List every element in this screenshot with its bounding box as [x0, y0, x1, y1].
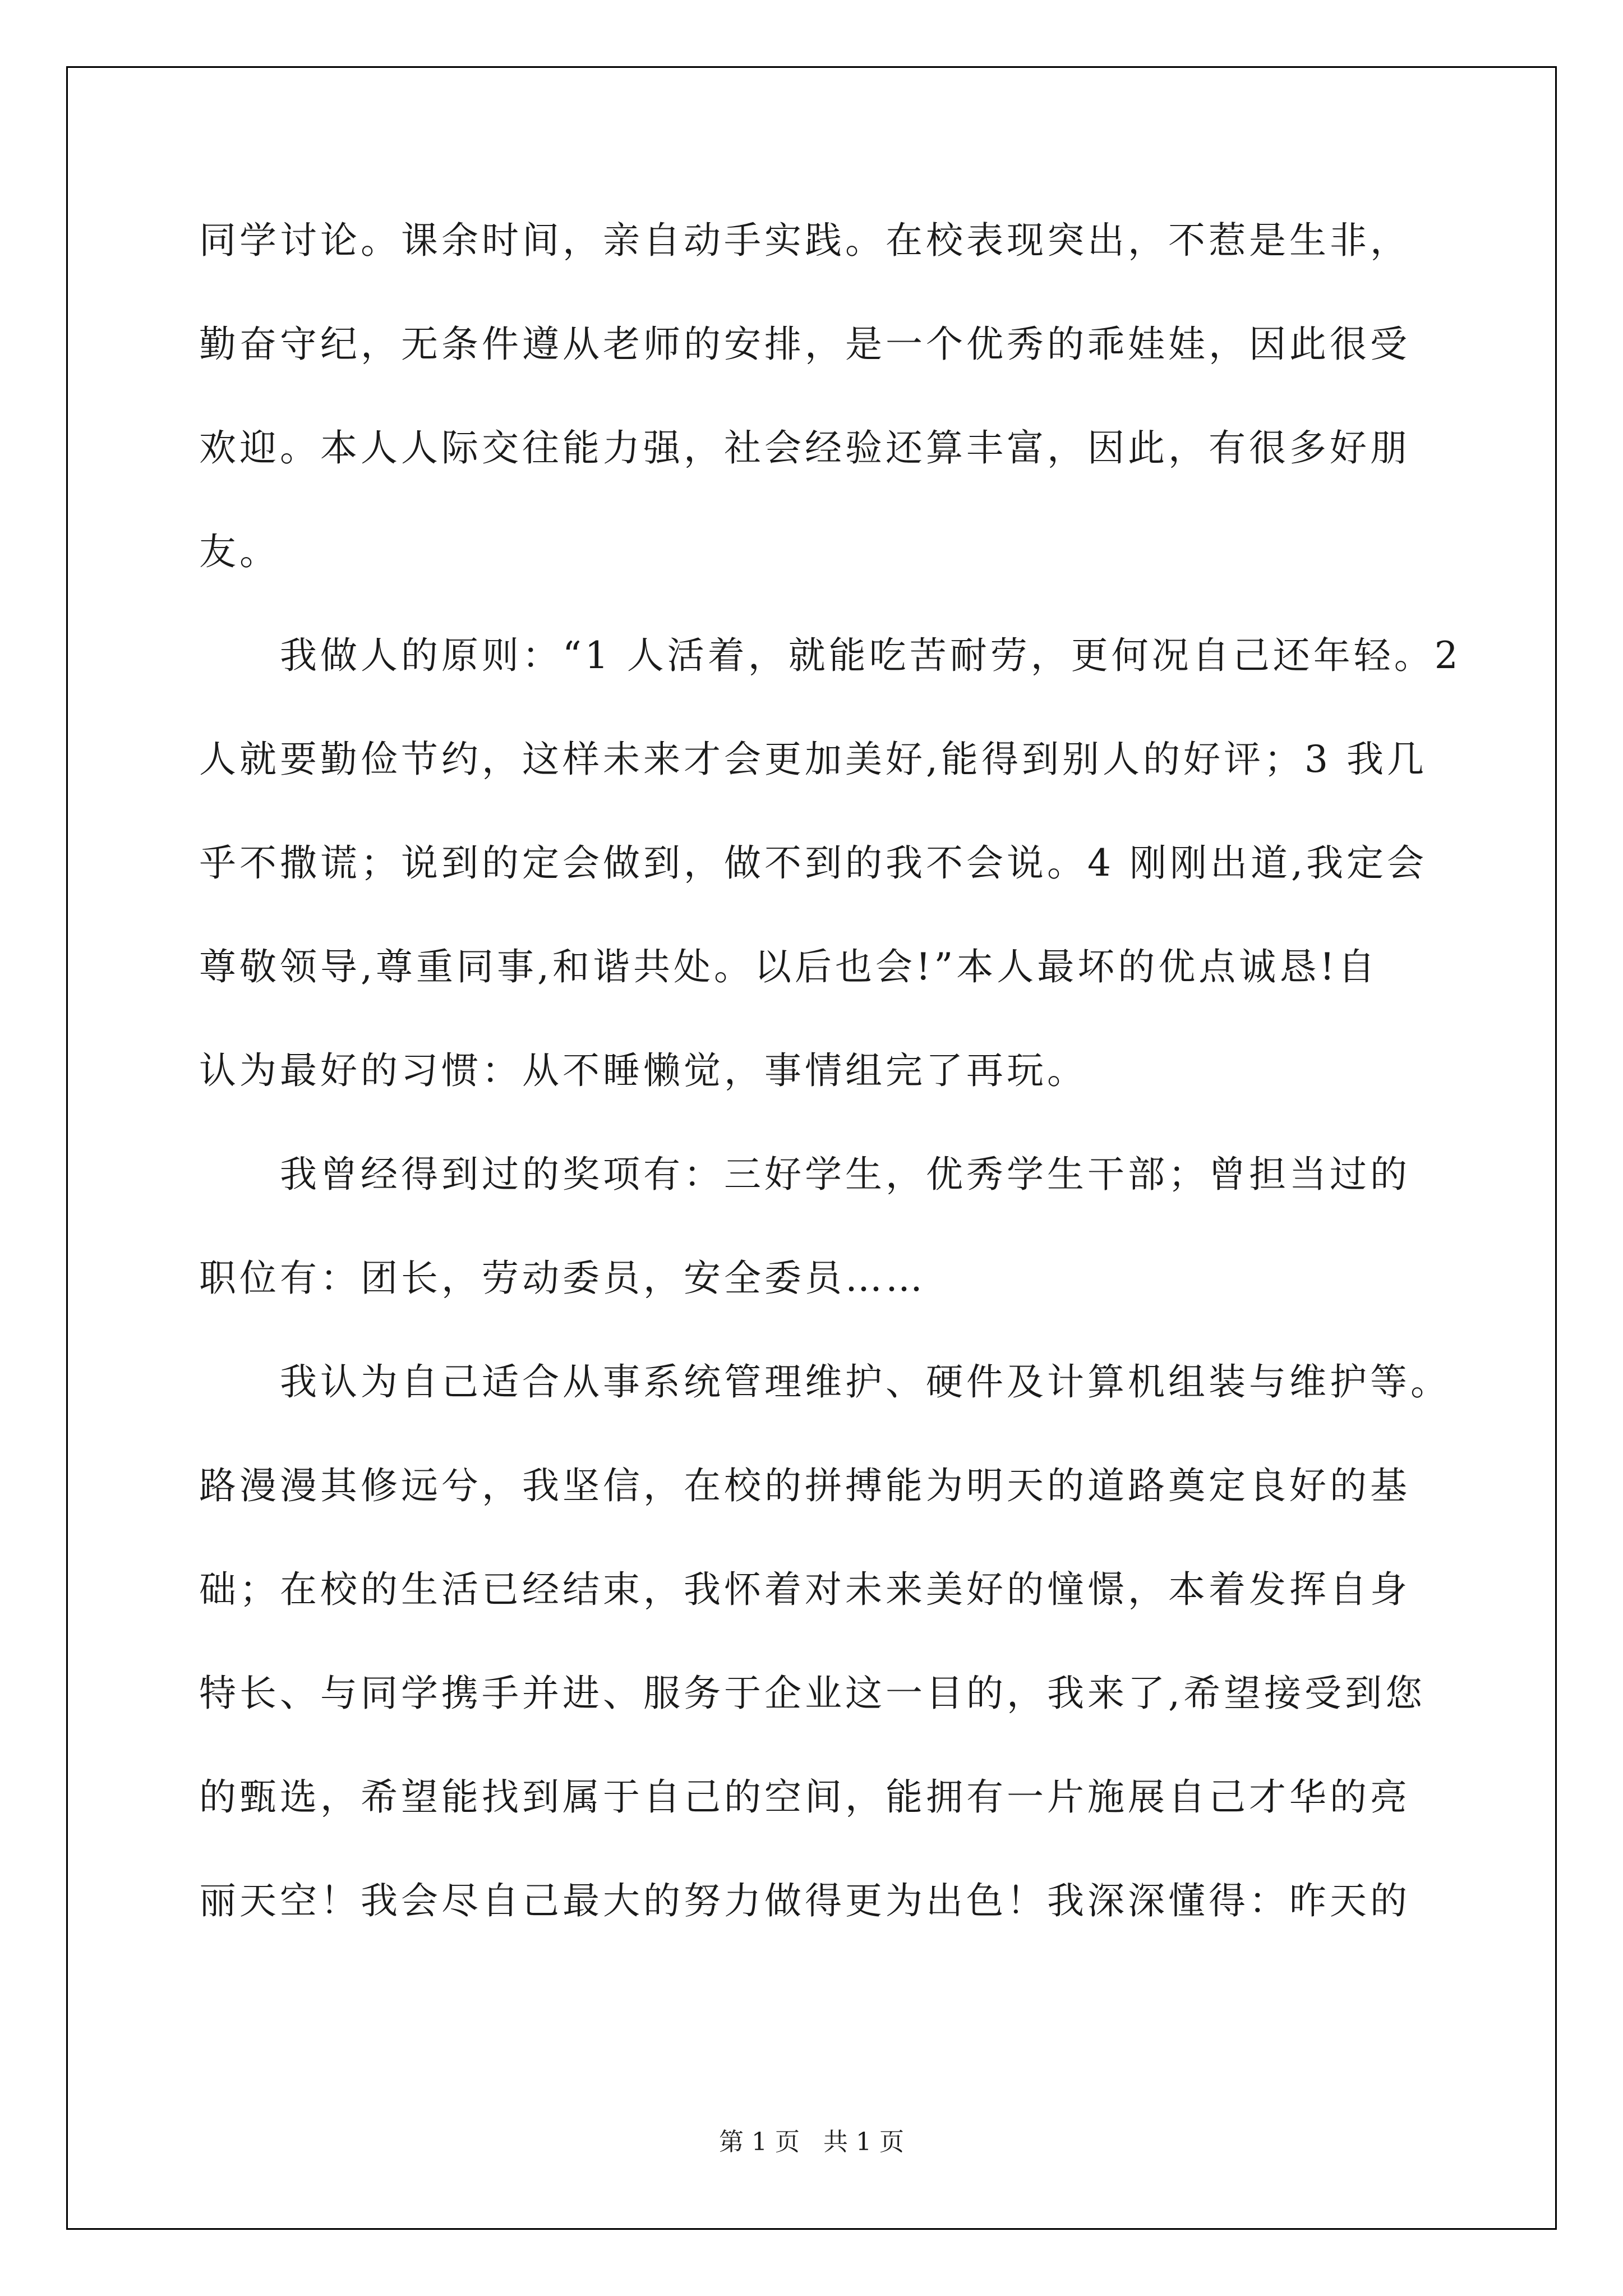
text-line: 特长、与同学携手并进、服务于企业这一目的，我来了,希望接受到您 — [199, 1672, 1426, 1715]
text-line: 我做人的原则：“1 人活着，就能吃苦耐劳，更何况自己还年轻。2 — [280, 634, 1461, 677]
text-line: 础；在校的生活已经结束，我怀着对未来美好的憧憬，本着发挥自身 — [199, 1568, 1410, 1611]
text-line: 人就要勤俭节约，这样未来才会更加美好,能得到别人的好评；3 我几 — [199, 738, 1427, 781]
text-line: 丽天空！我会尽自己最大的努力做得更为出色！我深深懂得：昨天的 — [199, 1879, 1410, 1922]
page-footer — [0, 2122, 1623, 2157]
text-line: 尊敬领导,尊重同事,和谐共处。以后也会!”本人最坏的优点诚恳!自 — [199, 945, 1378, 988]
document-body — [199, 188, 1461, 1953]
text-line: 认为最好的习惯：从不睡懒觉，事情组完了再玩。 — [199, 1049, 1087, 1092]
text-line: 勤奋守纪，无条件遵从老师的安排，是一个优秀的乖娃娃，因此很受 — [199, 323, 1410, 366]
text-line: 路漫漫其修远兮，我坚信，在校的拼搏能为明天的道路奠定良好的基 — [199, 1464, 1410, 1507]
text-line: 的甄选，希望能找到属于自己的空间，能拥有一片施展自己才华的亮 — [199, 1775, 1410, 1819]
page-total: 共 1 页 — [823, 2128, 904, 2156]
text-line: 我认为自己适合从事系统管理维护、硬件及计算机组装与维护等。 — [280, 1360, 1451, 1404]
text-line: 友。 — [199, 530, 280, 573]
page-number: 第 1 页 — [719, 2128, 800, 2156]
text-line: 职位有：团长，劳动委员，安全委员…… — [199, 1257, 926, 1300]
text-line: 乎不撒谎；说到的定会做到，做不到的我不会说。4 刚刚出道,我定会 — [199, 841, 1427, 885]
text-line: 欢迎。本人人际交往能力强，社会经验还算丰富，因此，有很多好朋 — [199, 426, 1410, 470]
text-line: 我曾经得到过的奖项有：三好学生，优秀学生干部；曾担当过的 — [280, 1153, 1410, 1196]
text-line: 同学讨论。课余时间，亲自动手实践。在校表现突出，不惹是生非， — [199, 219, 1410, 262]
